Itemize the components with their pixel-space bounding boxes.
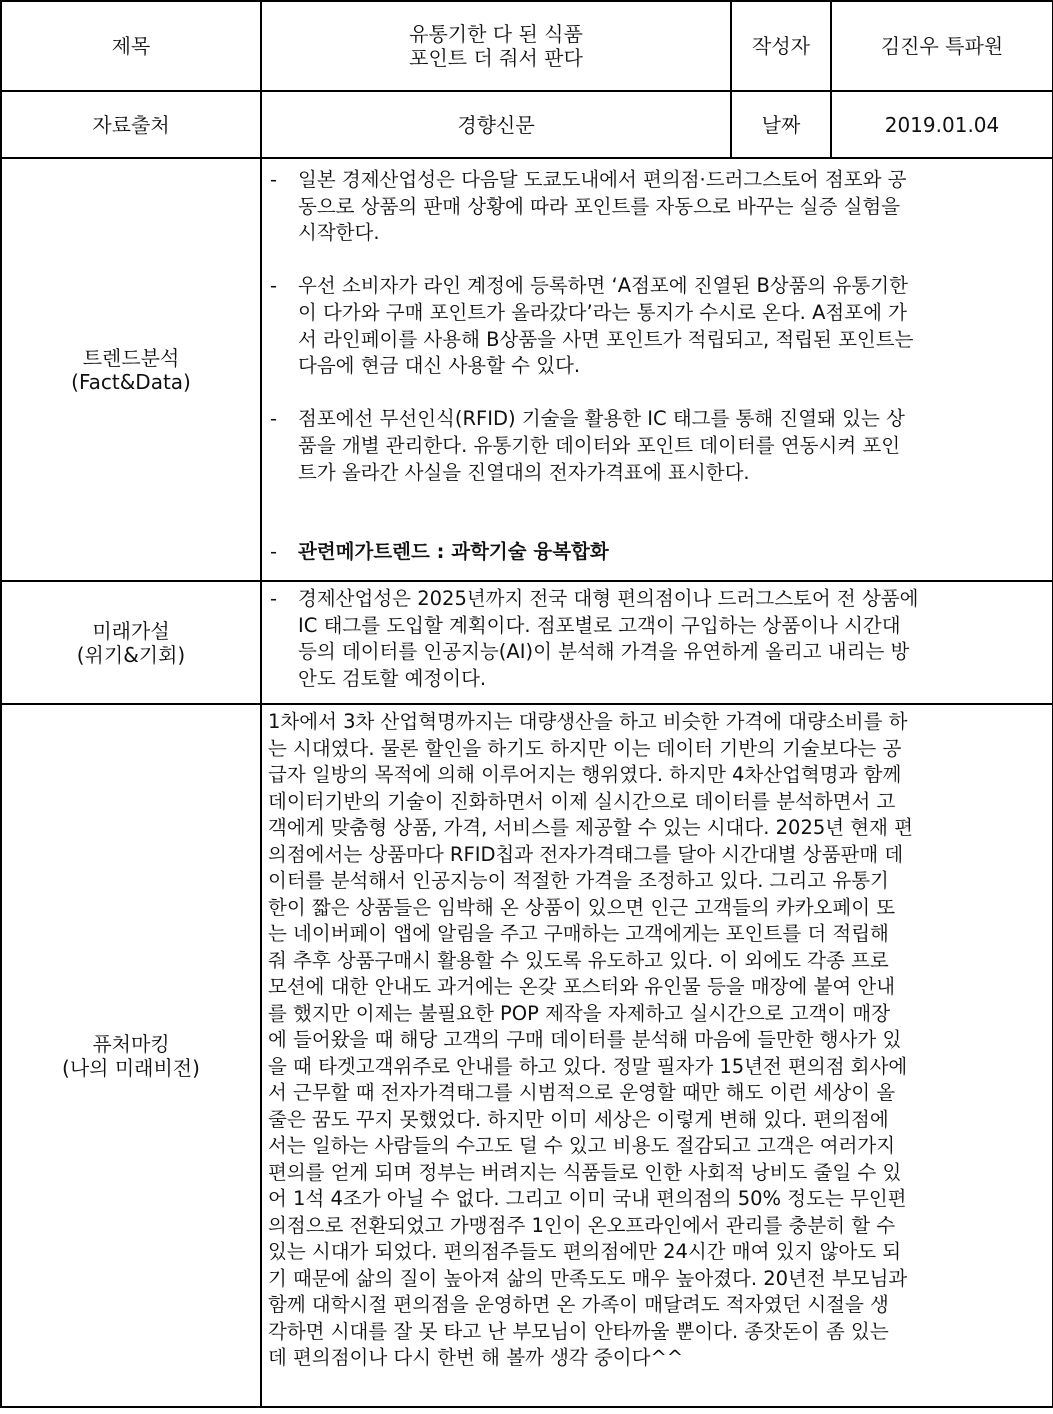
text-line: 품을 개별 관리한다. 유통기한 데이터와 포인트 데이터를 연동시켜 포인 xyxy=(298,433,901,457)
author-label: 작성자 xyxy=(731,1,831,91)
text-line: 기 때문에 삶의 질이 높아져 삶의 만족도도 매우 높아졌다. 20년전 부모님과 xyxy=(268,1266,908,1290)
text-line: 는 네이버페이 앱에 알림을 주고 구매하는 고객에게는 포인트를 더 적립해 xyxy=(268,922,889,945)
mega-trend-item xyxy=(270,539,1046,566)
spacer xyxy=(270,513,1046,540)
dash-marker: - xyxy=(270,587,278,610)
text-line: 줄은 꿈도 꾸지 못했었다. 하지만 이미 세상은 이렇게 변해 있다. 편의점에 xyxy=(268,1107,889,1131)
marking-label xyxy=(1,704,261,1407)
text-line: 데 편의점이나 다시 한번 해 볼까 생각 중이다^^ xyxy=(268,1346,684,1369)
spacer xyxy=(270,486,1046,513)
text-line: 동으로 상품의 판매 상황에 따라 포인트를 자동으로 바꾸는 실증 실험을 xyxy=(298,194,901,218)
trend-label xyxy=(1,158,261,581)
spacer xyxy=(270,247,1046,274)
text-line: 우선 소비자가 라인 계정에 등록하면 ‘A점포에 진열된 B상품의 유통기한 xyxy=(298,274,908,298)
label-line: (위기&기회) xyxy=(76,642,186,667)
text-line: 트가 올라간 사실을 진열대의 전자가격표에 표시한다. xyxy=(298,460,750,484)
dash-marker: - xyxy=(270,274,278,298)
text-line: 안도 검토할 예정이다. xyxy=(298,666,487,690)
marking-content xyxy=(261,704,1053,1407)
title-line: 포인트 더 줘서 판다 xyxy=(409,46,583,70)
label-line: (나의 미래비전) xyxy=(62,1055,200,1080)
source-row xyxy=(1,91,1053,158)
bullet-text xyxy=(298,273,913,379)
text-line: 데이터기반의 기술이 진화하면서 이제 실시간으로 데이터를 분석하면서 고 xyxy=(268,789,896,813)
text-line: 에 들어왔을 때 해당 고객의 구매 데이터를 분석해 마음에 들만한 행사가 있 xyxy=(268,1028,902,1051)
author-value: 김진우 특파원 xyxy=(831,1,1053,91)
text-line: 경제산업성은 2025년까지 전국 대형 편의점이나 드러그스토어 전 상품에 xyxy=(298,587,919,610)
text-line: 을 때 타겟고객위주로 안내를 하고 있다. 정말 필자가 15년전 편의점 회사에 xyxy=(268,1054,908,1078)
text-line: 서 근무할 때 전자가격태그를 시범적으로 운영할 때만 해도 이런 세상이 올 xyxy=(268,1081,896,1104)
label-line: 미래가설 xyxy=(92,618,170,643)
text-line: 는 시대였다. 물론 할인을 하기도 하지만 이는 데이터 기반의 기술보다는 공 xyxy=(268,736,902,760)
text-line: 모션에 대한 안내도 과거에는 온갖 포스터와 유인물 등을 매장에 붙여 안내 xyxy=(268,975,896,998)
text-line: 다음에 현금 대신 사용할 수 있다. xyxy=(298,354,581,378)
text-line: 이터를 분석해서 인공지능이 적절한 가격을 조정하고 있다. 그리고 유통기 xyxy=(268,869,889,892)
bullet-item xyxy=(270,586,1046,692)
trend-row xyxy=(1,158,1053,581)
text-line: 시작한다. xyxy=(298,221,380,245)
text-line: 등의 데이터를 인공지능(AI)이 분석해 가격을 유연하게 올리고 내리는 방 xyxy=(298,640,910,664)
date-value: 2019.01.04 xyxy=(831,91,1053,158)
bullet-item xyxy=(270,167,1046,247)
text-line: 줘 추후 상품구매시 활용할 수 있도록 유도하고 있다. 이 외에도 각종 프로 xyxy=(268,948,889,972)
text-line: 어 1석 4조가 아닐 수 없다. 그리고 이미 국내 편의점의 50% 정도는 무인편 xyxy=(268,1187,907,1210)
text-line: 1차에서 3차 산업혁명까지는 대량생산을 하고 비슷한 가격에 대량소비를 하 xyxy=(268,710,908,733)
text-line: 점포에선 무선인식(RFID) 기술을 활용한 IC 태그를 통해 진열돼 있는 상 xyxy=(298,407,905,431)
bullet-text xyxy=(298,167,907,247)
text-line: 급자 일방의 목적에 의해 이루어지는 행위였다. 하지만 4차산업혁명과 함께 xyxy=(268,763,902,786)
text-line: 일본 경제산업성은 다음달 도쿄도내에서 편의점·드러그스토어 점포와 공 xyxy=(298,168,907,191)
text-line: 의점에서는 상품마다 RFID칩과 전자가격태그를 달아 시간대별 상품판매 데 xyxy=(268,842,904,866)
text-line: 서 라인페이를 사용해 B상품을 사면 포인트가 적립되고, 적립된 포인트는 xyxy=(298,327,914,351)
date-label: 날짜 xyxy=(731,91,831,158)
dash-marker: - xyxy=(270,407,278,431)
text-line: 있는 시대가 되었다. 편의점주들도 편의점에만 24시간 매여 있지 않아도 되 xyxy=(268,1240,902,1263)
bullet-text xyxy=(298,406,905,486)
future-content xyxy=(261,581,1053,704)
text-line: 각하면 시대를 잘 못 타고 난 부모님이 안타까울 뿐이다. 종잣돈이 좀 있는 xyxy=(268,1319,889,1343)
text-line: 를 했지만 이제는 불필요한 POP 제작을 자제하고 실시간으로 고객이 매장 xyxy=(268,1001,891,1025)
label-line: 퓨처마킹 xyxy=(92,1031,170,1056)
text-line: 이 다가와 구매 포인트가 올라갔다’라는 통지가 수시로 온다. A점포에 가 xyxy=(298,300,907,324)
text-line: 서는 일하는 사람들의 수고도 덜 수 있고 비용도 절감되고 고객은 여러가지 xyxy=(268,1134,896,1157)
text-line: 객에게 맞춤형 상품, 가격, 서비스를 제공할 수 있는 시대다. 2025년 현재 편 xyxy=(268,816,914,839)
dash-marker: - xyxy=(270,540,278,564)
future-row xyxy=(1,581,1053,704)
marking-row xyxy=(1,704,1053,1407)
spacer xyxy=(270,380,1046,407)
source-value: 경향신문 xyxy=(261,91,731,158)
bullet-item xyxy=(270,406,1046,486)
dash-marker: - xyxy=(270,168,278,191)
bullet-item xyxy=(270,273,1046,379)
label-line: (Fact&Data) xyxy=(71,369,191,394)
source-label: 자료출처 xyxy=(1,91,261,158)
future-label xyxy=(1,581,261,704)
label-line: 트렌드분석 xyxy=(82,345,180,370)
text-line: 한이 짧은 상품들은 임박해 온 상품이 있으면 인근 고객들의 카카오페이 또 xyxy=(268,895,896,919)
text-line: IC 태그를 도입할 계획이다. 점포별로 고객이 구입하는 상품이나 시간대 xyxy=(298,613,901,637)
trend-content xyxy=(261,158,1053,581)
text-line: 함께 대학시절 편의점을 운영하면 온 가족이 매달려도 적자였던 시절을 생 xyxy=(268,1293,889,1316)
text-line: 편의를 얻게 되며 정부는 버려지는 식품들로 인한 사회적 낭비도 줄일 수 있 xyxy=(268,1160,902,1184)
text-line: 의점으로 전환되었고 가맹점주 1인이 온오프라인에서 관리를 충분히 할 수 xyxy=(268,1213,896,1237)
title-row xyxy=(1,1,1053,91)
mega-trend: 관련메가트렌드 : 과학기술 융복합화 xyxy=(298,540,609,564)
bullet-text xyxy=(298,586,918,692)
title-line: 유통기한 다 된 식품 xyxy=(409,22,583,46)
article-title xyxy=(261,1,731,91)
title-label: 제목 xyxy=(1,1,261,91)
